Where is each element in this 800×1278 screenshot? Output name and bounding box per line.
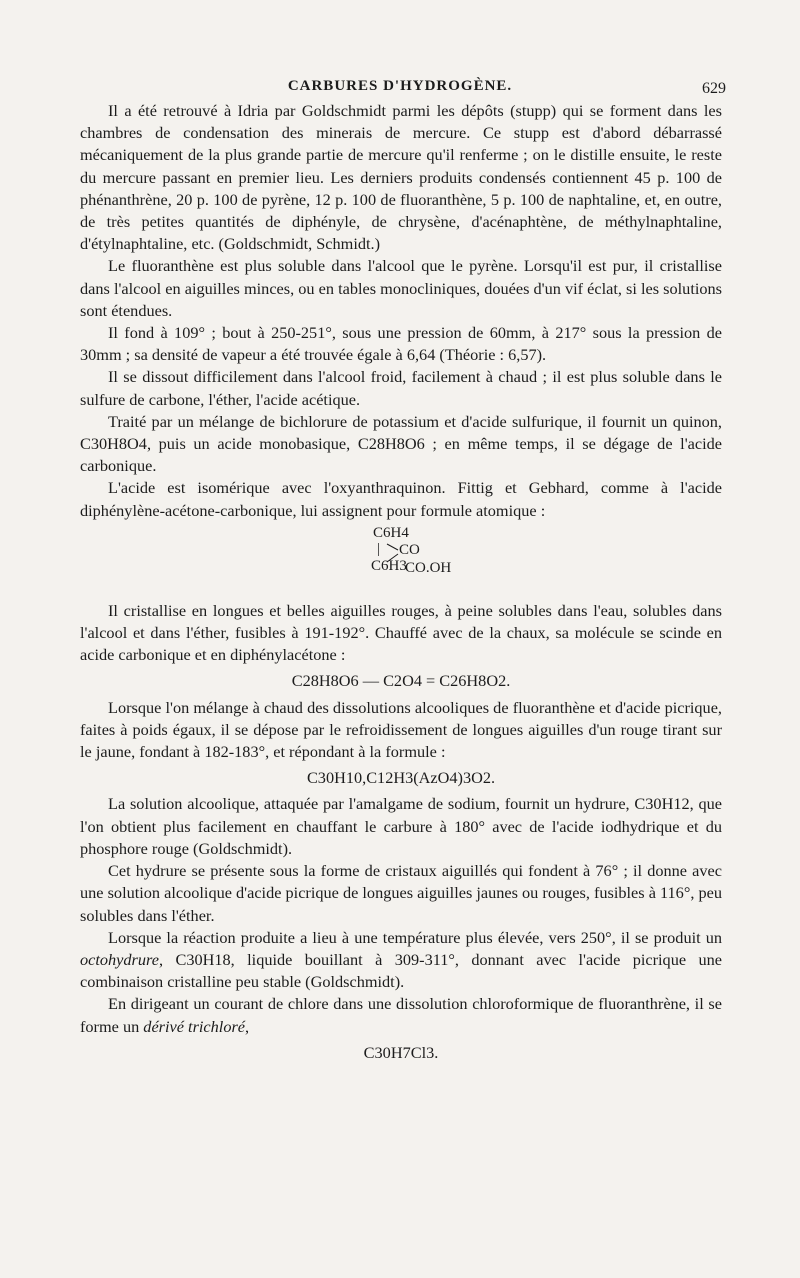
chlorination-text-end: ,	[245, 1016, 250, 1036]
paragraph-oxidation: Traité par un mélange de bichlorure de potassium et d'acide sulfurique, il fournit un quinon, C30H8O4, puis un acide monobasique, C28H8O6 ; en même temps, il se dégage de l'acide carbonique.	[80, 411, 722, 476]
formula-picrate: C30H10,C12H3(AzO4)3O2.	[306, 768, 496, 788]
page-number: 629	[702, 80, 726, 97]
paragraph-red-needles: Il cristallise en longues et belles aiguilles rouges, à peine solubles dans l'eau, solubles dans l'alcool et dans l'éther, fusibles à 191-192°. Chauffé avec de la chaux, sa molécule se scinde en acide carbonique et en diphénylacétone :	[80, 600, 722, 665]
struct-bottom-group: C6H3	[371, 557, 407, 574]
paragraph-melting-point: Il fond à 109° ; bout à 250-251°, sous une pression de 60mm, à 217° sous la pression de 30mm ; sa densité de vapeur a été trouvée égale à 6,64 (Théorie : 6,57).	[80, 323, 722, 365]
paragraph-chlorination	[80, 993, 722, 1037]
page-body	[80, 100, 722, 1068]
paragraph-picric-combination: Lorsque l'on mélange à chaud des dissolutions alcooliques de fluoranthène et d'acide picrique, faites à poids égaux, il se dépose par le refroidissement de longues aiguilles d'un rouge tirant sur le jaune, fondant à 182-183°, et répondant à la formule :	[80, 697, 722, 762]
struct-bond-lines	[385, 540, 401, 570]
struct-bond: |	[377, 540, 381, 557]
struct-carboxyl: CO.OH	[405, 559, 452, 576]
paragraph-solubility-crystals: Le fluoranthène est plus soluble dans l'alcool que le pyrène. Lorsqu'il est pur, il cristallise dans l'alcool en aiguilles minces, ou en tables monocliniques, douées d'un vif éclat, si les solutions sont étendues.	[80, 256, 722, 320]
paragraph-hydride-crystals: Cet hydrure se présente sous la forme de cristaux aiguillés qui fondent à 76° ; il donne avec une solution alcoolique d'acide picrique de longues aiguilles jaunes ou rouges, fusibles à 116°, peu solubles dans l'éther.	[80, 861, 722, 925]
struct-top-group: C6H4	[373, 524, 409, 541]
paragraph-octohydride	[80, 927, 722, 994]
formula-trichloro: C30H7Cl3.	[363, 1042, 439, 1062]
page-header	[0, 78, 800, 100]
octohydride-term: octohydrure	[80, 949, 159, 969]
paragraph-origin: Il a été retrouvé à Idria par Goldschmidt parmi les dépôts (stupp) qui se forment dans les chambres de condensation des minerais de mercure. Ce stupp est d'abord débarrassé mécaniquement de la plus grande partie de mercure qu'il renferme ; on le distille ensuite, le reste du mercure passant en premier lieu. Les derniers produits condensés contiennent 45 p. 100 de phénanthrène, 20 p. 100 de pyrène, 12 p. 100 de fluoranthène, 5 p. 100 de naphtaline, et, en outre, de très petites quantités de diphényle, de chrysène, d'acénaphtène, de méthylnaphtaline, d'étylnaphtaline, etc. (Goldschmidt, Schmidt.)	[80, 101, 722, 254]
octohydride-text-end: , C30H18, liquide bouillant à 309-311°, donnant avec l'acide picrique une combinaison cristalline peu stable (Goldschmidt).	[80, 949, 722, 992]
running-title: CARBURES D'HYDROGÈNE.	[287, 78, 513, 94]
octohydride-text-start: Lorsque la réaction produite a lieu à une température plus élevée, vers 250°, il se produit un	[108, 927, 722, 947]
paragraph-solvents: Il se dissout difficilement dans l'alcool froid, facilement à chaud ; il est plus soluble dans le sulfure de carbone, l'éther, l'acide acétique.	[80, 367, 722, 409]
trichloro-term: dérivé trichloré	[143, 1016, 246, 1036]
formula-decomposition: C28H8O6 — C2O4 = C26H8O2.	[291, 671, 511, 691]
structural-formula	[311, 524, 491, 590]
chlorination-text-start: En dirigeant un courant de chlore dans une dissolution chloroformique de fluoranthrène, il se forme un	[80, 994, 722, 1036]
paragraph-hydride: La solution alcoolique, attaquée par l'amalgame de sodium, fournit un hydrure, C30H12, que l'on obtient plus facilement en chauffant le carbure à 180° avec de l'acide iodhydrique et du phosphore rouge (Goldschmidt).	[80, 794, 722, 858]
struct-carbonyl: CO	[399, 541, 420, 558]
paragraph-acid-isomer: L'acide est isomérique avec l'oxyanthraquinon. Fittig et Gebhard, comme à l'acide diphénylène-acétone-carbonique, lui assignent pour formule atomique :	[80, 478, 722, 520]
